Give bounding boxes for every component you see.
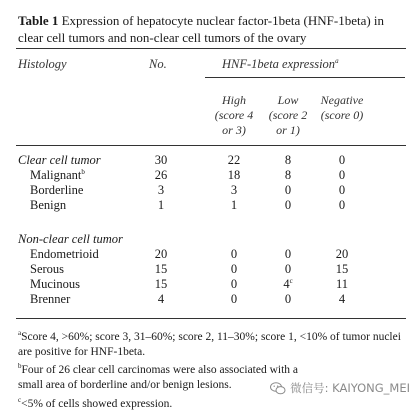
- cell-no: 3: [157, 183, 165, 197]
- header-rule: [16, 145, 406, 146]
- group-title-non-clear-cell: Non-clear cell tumor: [18, 232, 123, 246]
- table-caption: [18, 12, 406, 46]
- cell-low: 0: [284, 262, 292, 276]
- cell-high: 0: [230, 292, 238, 306]
- cell-negative: 0: [338, 183, 346, 197]
- footnote-mark-b: b: [81, 167, 85, 176]
- cell-negative: 0: [338, 168, 346, 182]
- cell-negative: 11: [335, 277, 349, 291]
- row-label-borderline: Borderline: [30, 183, 84, 197]
- header-histology: Histology: [18, 57, 67, 71]
- cell-no: 15: [154, 262, 168, 276]
- cell-negative: 4: [338, 292, 346, 306]
- cell-negative: 20: [335, 247, 349, 261]
- row-label-mucinous: Mucinous: [30, 277, 80, 291]
- row-label-benign: Benign: [30, 198, 67, 212]
- cell-no: 15: [154, 277, 168, 291]
- cell-no: 26: [154, 168, 168, 182]
- top-rule: [16, 48, 406, 49]
- table-title: Expression of hepatocyte nuclear factor-1beta (HNF-1beta) in clear cell tumors and non-clear cell tumors of the ovary: [18, 13, 385, 45]
- cell-high: 1: [230, 198, 238, 212]
- cell-negative: 15: [335, 262, 349, 276]
- expression-span-rule: [205, 77, 405, 78]
- cell-low: 0: [284, 183, 292, 197]
- cell-negative: 0: [338, 153, 346, 167]
- row-label-malignant: Malignant$^b$: [30, 167, 85, 182]
- cell-low: 8: [284, 153, 292, 167]
- cell-no: 30: [154, 153, 168, 167]
- footnote-mark-c: c: [289, 276, 293, 285]
- header-expression-label: HNF-1beta expression: [222, 57, 336, 71]
- watermark: [270, 380, 410, 396]
- subheader-negative: Negative (score 0): [320, 93, 364, 122]
- row-label-brenner: Brenner: [30, 292, 71, 306]
- footnote-mark-a: a: [335, 56, 339, 65]
- cell-low: 8: [284, 168, 292, 182]
- cell-negative: 0: [338, 198, 346, 212]
- cell-high: 0: [230, 262, 238, 276]
- cell-low: 0: [284, 198, 292, 212]
- cell-no: 20: [154, 247, 168, 261]
- cell-low: 4$^c$: [283, 276, 293, 291]
- cell-high: 3: [230, 183, 238, 197]
- subheader-high: High (score 4 or 3): [214, 93, 254, 137]
- cell-no: 4: [157, 292, 165, 306]
- header-no: No.: [149, 57, 167, 71]
- footnote-c: $^c$<5% of cells showed expression.: [18, 396, 173, 410]
- header-expression: [222, 57, 339, 72]
- group-title-clear-cell: Clear cell tumor: [18, 153, 101, 167]
- cell-high: 0: [230, 277, 238, 291]
- row-label-endometrioid: Endometrioid: [30, 247, 99, 261]
- cell-high: 18: [227, 168, 241, 182]
- footnote-a: $^a$Score 4, >60%; score 3, 31–60%; score 2, 11–30%; score 1, <10% of tumor nuclei are positive for HNF-1beta.: [18, 329, 401, 358]
- cell-high: 0: [230, 247, 238, 261]
- cell-high: 22: [227, 153, 241, 167]
- row-label-serous: Serous: [30, 262, 65, 276]
- bottom-rule: [16, 318, 406, 319]
- cell-low: 0: [284, 247, 292, 261]
- table-label: Table 1: [18, 13, 59, 28]
- footnote-b: $^b$Four of 26 clear cell carcinomas were also associated with a small area of borderline and/or benign lesions.: [18, 362, 299, 391]
- subheader-low: Low (score 2 or 1): [268, 93, 308, 137]
- wechat-icon: [270, 382, 286, 395]
- watermark-text: 微信号: KAIYONG_MEI: [290, 381, 410, 395]
- cell-low: 0: [284, 292, 292, 306]
- cell-no: 1: [157, 198, 165, 212]
